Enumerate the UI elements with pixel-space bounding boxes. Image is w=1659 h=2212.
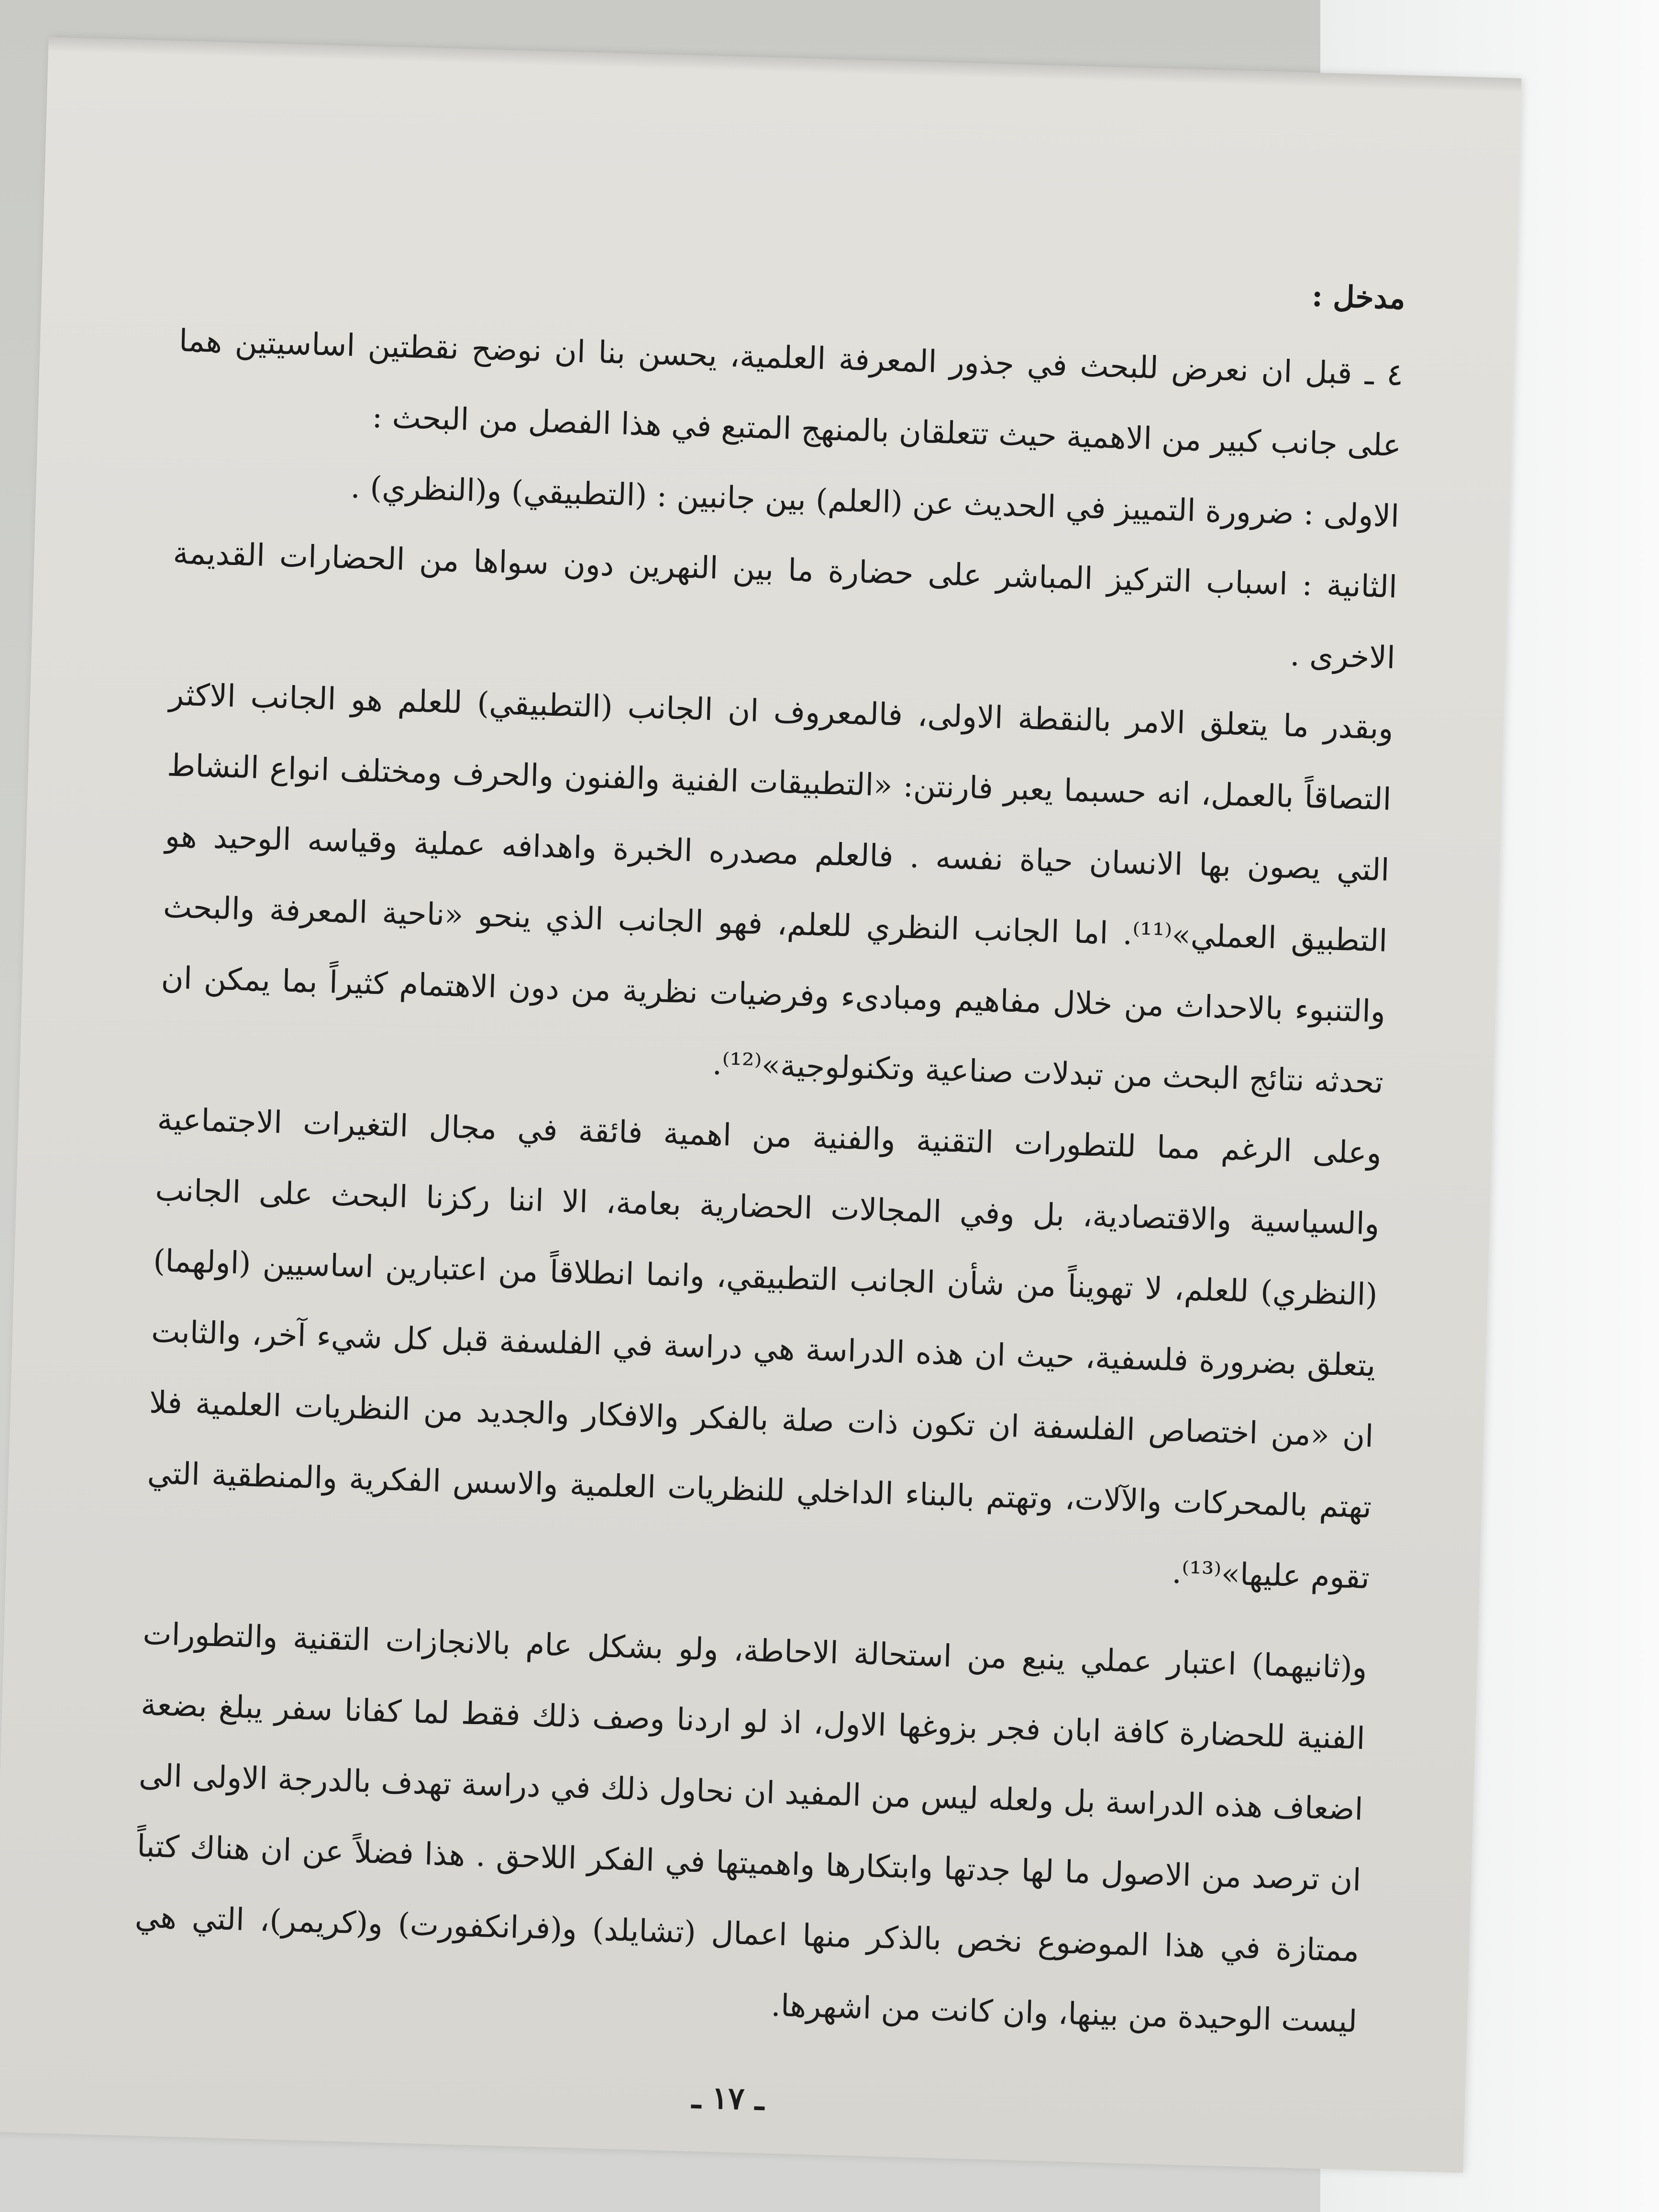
book-page <box>0 37 1522 2173</box>
section-heading: مدخل : <box>1311 278 1406 316</box>
page-top-shadow <box>48 37 1522 93</box>
paragraph-point-first: الاولى : ضرورة التمييز في الحديث عن (العلم) بين جانبين : (التطبيقي) و(النظري) . <box>350 469 1400 535</box>
paragraph-applied-vs-theoretical: وبقدر ما يتعلق الامر بالنقطة الاولى، فالمعروف ان الجانب (التطبيقي) للعلم هو الجانب الاكثر التصاقاً بالعمل، انه حسبما يعبر فارنتن: «التطبيقات الفنية والفنون والحرف ومختلف انواع النشاط التي يصون بها الانسان حياة نفسه . فالعلم مصدره الخبرة واهدافه عملية وقياسه الوحيد هو التطبيق العملي»⁽¹¹⁾. اما الجانب النظري للعلم، فهو الجانب الذي ينحو «ناحية المعرفة والبحث والتنبوء بالاحداث من خلال مفاهيم ومبادىء وفرضيات نظرية من دون الاهتمام كثيراً بما يمكن ان تحدثه نتائج البحث من تبدلات صناعية وتكنولوجية»⁽¹²⁾. <box>160 677 1394 1101</box>
paragraph-intro: ٤ ـ قبل ان نعرض للبحث في جذور المعرفة العلمية، يحسن بنا ان نوضح نقطتين اساسيتين هما على جانب كبير من الاهمية حيث تتعلقان بالمنهج المتبع في هذا الفصل من البحث : <box>178 323 1404 464</box>
paragraph-point-second: الثانية : اسباب التركيز المباشر على حضارة ما بين النهرين دون سواها من الحضارات القديمة الاخرى . <box>172 535 1398 676</box>
page-content <box>132 247 1406 2057</box>
paragraph-practical-reason: و(ثانيهما) اعتبار عملي ينبع من استحالة الاحاطة، ولو بشكل عام بالانجازات التقنية والتطورات الفنية للحضارة كافة ابان فجر بزوغها الاول، اذ لو اردنا وصف ذلك فقط لما كفانا سفر يبلغ بضعة اضعاف هذه الدراسة بل ولعله ليس من المفيد ان نحاول ذلك في دراسة تهدف بالدرجة الاولى الى ان ترصد من الاصول ما لها جدتها وابتكارها واهميتها في الفكر اللاحق . هذا فضلاً عن ان هناك كتباً ممتازة في هذا الموضوع نخص بالذكر منها اعمال (تشايلد) و(فرانكفورت) و(كريمر)، التي هي ليست الوحيدة من بينها، وان كانت من اشهرها. <box>134 1616 1368 2040</box>
paragraph-focus-on-theory: وعلى الرغم مما للتطورات التقنية والفنية من اهمية فائقة في مجال التغيرات الاجتماعية والسياسية والاقتصادية، بل وفي المجالات الحضارية بعامة، الا اننا ركزنا البحث على الجانب (النظري) للعلم، لا تهويناً من شأن الجانب التطبيقي، وانما انطلاقاً من اعتبارين اساسيين (اولهما) يتعلق بضرورة فلسفية، حيث ان هذه الدراسة هي دراسة في الفلسفة قبل كل شيء آخر، والثابت ان «من اختصاص الفلسفة ان تكون ذات صلة بالفكر والافكار والجديد من النظريات العلمية فلا تهتم بالمحركات والآلات، وتهتم بالبناء الداخلي للنظريات العلمية والاسس الفكرية والمنطقية التي تقوم عليها»⁽¹³⁾. <box>146 1102 1382 1596</box>
page-number: ـ ١٧ ـ <box>691 2079 765 2118</box>
